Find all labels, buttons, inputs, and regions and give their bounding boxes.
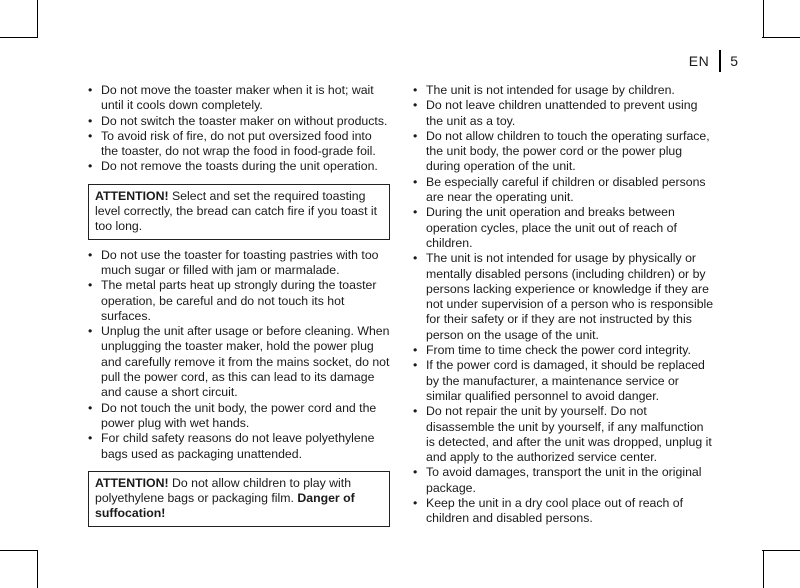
attention-label: ATTENTION! [95, 475, 169, 490]
list-item: • Do not remove the toasts during the unit operation. [85, 159, 390, 174]
attention-text: Select and set the required toasting level correctly, the bread can catch fire if you toast it too long. [95, 188, 378, 234]
list-item: • From time to time check the power cord integrity. [410, 343, 715, 358]
list-item: • The unit is not intended for usage by children. [410, 83, 715, 98]
list-item: • Keep the unit in a dry cool place out of reach of children and disabled persons. [410, 496, 715, 527]
crop-mark [762, 550, 800, 551]
crop-mark [763, 0, 764, 38]
list-item: • Do not leave children unattended to prevent using the unit as a toy. [410, 98, 715, 129]
list-item: • Be especially careful if children or disabled persons are near the operating unit. [410, 175, 715, 206]
crop-mark [763, 550, 764, 588]
list-item: • For child safety reasons do not leave polyethylene bags used as packaging unattended. [85, 431, 390, 462]
crop-mark [37, 550, 38, 588]
list-item: • Do not switch the toaster maker on without products. [85, 114, 390, 129]
list-item: • The metal parts heat up strongly during the toaster operation, be careful and do not touch its hot surfaces. [85, 278, 390, 324]
header-separator [719, 50, 721, 72]
attention-box [88, 184, 390, 240]
attention-emphasis: Danger of suffocation! [95, 491, 355, 521]
page-header [689, 50, 738, 72]
list-item: • Do not use the toaster for toasting pastries with too much sugar or filled with jam or marmalade. [85, 248, 390, 279]
list-item: • Do not repair the unit by yourself. Do not disassemble the unit by yourself, if any malfunction is detected, and after the unit was dropped, unplug it and apply to the authorized service center. [410, 404, 715, 465]
list-item: • The unit is not intended for usage by physically or mentally disabled persons (including children) or by persons lacking experience or knowledge if they are not under supervision of a person who is responsible for their safety or if they are not instructed by this person on the usage of the unit. [410, 251, 715, 343]
list-item: • During the unit operation and breaks between operation cycles, place the unit out of reach of children. [410, 205, 715, 251]
page-number: 5 [730, 53, 738, 69]
crop-mark [762, 37, 800, 38]
left-column [85, 83, 390, 527]
list-item: • To avoid risk of fire, do not put oversized food into the toaster, do not wrap the food in food-grade foil. [85, 129, 390, 160]
list-item: • If the power cord is damaged, it should be replaced by the manufacturer, a maintenance service or similar qualified personnel to avoid danger. [410, 358, 715, 404]
crop-mark [0, 37, 38, 38]
list-item: • To avoid damages, transport the unit in the original package. [410, 465, 715, 496]
safety-list [410, 83, 715, 527]
attention-box [88, 471, 390, 527]
list-item: • Do not touch the unit body, the power cord and the power plug with wet hands. [85, 401, 390, 432]
safety-list [85, 83, 390, 175]
right-column [410, 83, 715, 527]
list-item: • Do not move the toaster maker when it is hot; wait until it cools down completely. [85, 83, 390, 114]
crop-mark [0, 550, 38, 551]
attention-label: ATTENTION! [95, 188, 169, 203]
list-item: • Unplug the unit after usage or before cleaning. When unplugging the toaster maker, hold the power plug and carefully remove it from the mains socket, do not pull the power cord, as this can lead to its damage and cause a short circuit. [85, 324, 390, 400]
list-item: • Do not allow children to touch the operating surface, the unit body, the power cord or the power plug during operation of the unit. [410, 129, 715, 175]
safety-list [85, 248, 390, 462]
language-code: EN [688, 53, 710, 69]
attention-text: Do not allow children to play with polyethylene bags or packaging film. [95, 475, 352, 506]
crop-mark [37, 0, 38, 38]
